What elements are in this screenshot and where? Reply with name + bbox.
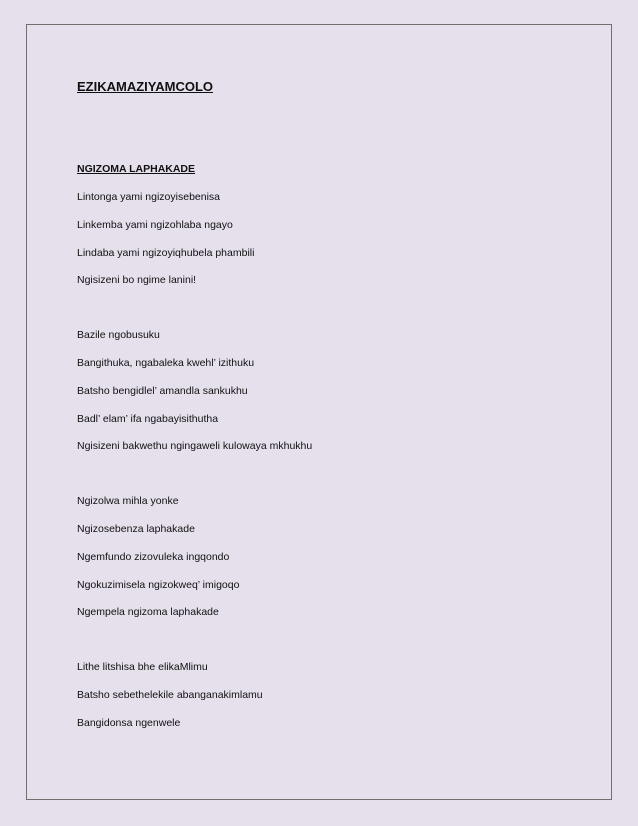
poem-line: Ngokuzimisela ngizokweq’ imigoqo: [77, 578, 240, 591]
poem-line: Badl’ elam’ ifa ngabayisithutha: [77, 412, 219, 425]
stanza-2: [77, 328, 577, 467]
poem-line: Lithe litshisa bhe elikaMlimu: [77, 661, 208, 674]
poem-line: Batsho sebethelekile abanganakimlamu: [77, 688, 263, 701]
document-title: EZIKAMAZIYAMCOLO: [77, 79, 214, 94]
poem-line: Ngisizeni bakwethu ngingaweli kulowaya mkhukhu: [77, 440, 313, 453]
poem-line: Ngizosebenza laphakade: [77, 522, 195, 535]
poem-line: Batsho bengidlel’ amandla sankukhu: [77, 384, 248, 397]
poem-line: Ngizolwa mihla yonke: [77, 495, 179, 508]
poem-line: Bangidonsa ngenwele: [77, 716, 181, 729]
poem-line: Ngemfundo zizovuleka ingqondo: [77, 550, 230, 563]
stanza-3: [77, 494, 577, 633]
poem-heading: NGIZOMA LAPHAKADE: [77, 163, 196, 175]
poem-line: Bazile ngobusuku: [77, 329, 160, 342]
poem-line: Ngisizeni bo ngime lanini!: [77, 274, 197, 287]
poem-line: Ngempela ngizoma laphakade: [77, 606, 219, 619]
poem: [77, 162, 577, 771]
poem-line: Bangithuka, ngabaleka kwehl’ izithuku: [77, 356, 255, 369]
document-page: [26, 24, 612, 800]
poem-line: Linkemba yami ngizohlaba ngayo: [77, 218, 233, 231]
stanza-4: [77, 660, 577, 743]
stanza-1: [77, 190, 577, 301]
poem-line: Lindaba yami ngizoyiqhubela phambili: [77, 246, 255, 259]
poem-line: Lintonga yami ngizoyisebenisa: [77, 191, 221, 203]
